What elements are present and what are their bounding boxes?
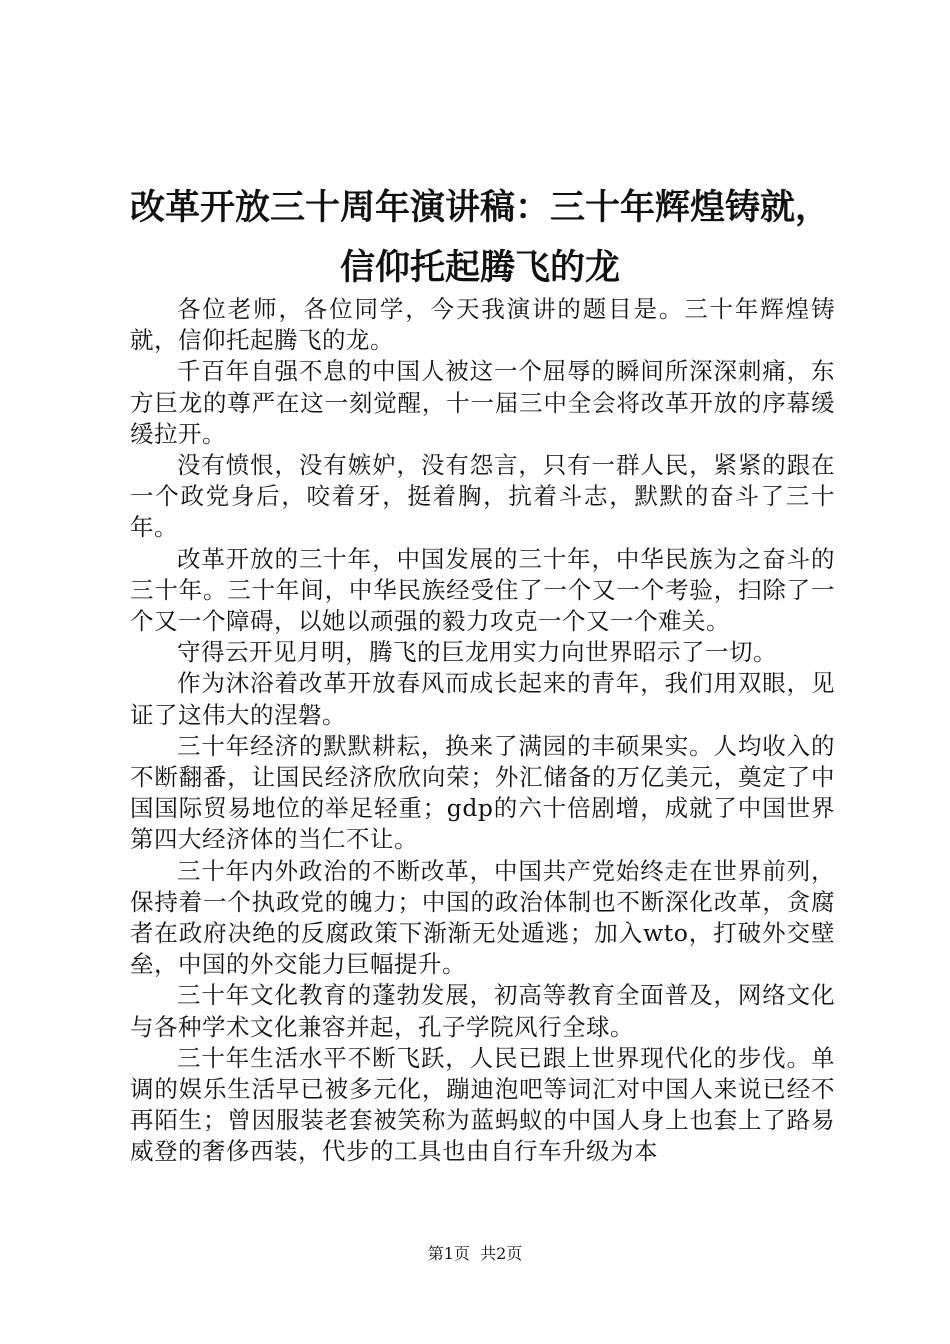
paragraph-8: 三十年内外政治的不断改革，中国共产党始终走在世界前列，保持着一个执政党的魄力；中国的政治体制也不断深化改革，贪腐者在政府决绝的反腐政策下渐渐无处遁逃；加入wto，打破外交壁垒，中国的外交能力巨幅提升。 bbox=[130, 856, 835, 979]
document-title-line-2: 信仰托起腾飞的龙 bbox=[339, 247, 620, 288]
page-footer: 第1页 共2页 bbox=[427, 1244, 523, 1263]
paragraph-2: 千百年自强不息的中国人被这一个屈辱的瞬间所深深刺痛，东方巨龙的尊严在这一刻觉醒，十一届三中全会将改革开放的序幕缓缓拉开。 bbox=[130, 357, 835, 448]
paragraph-7: 三十年经济的默默耕耘，换来了满园的丰硕果实。人均收入的不断翻番，让国民经济欣欣向荣；外汇储备的万亿美元，奠定了中国国际贸易地位的举足轻重；gdp的六十倍剧增，成就了中国世界第四大经济体的当仁不让。 bbox=[130, 731, 835, 854]
paragraph-5: 守得云开见月明，腾飞的巨龙用实力向世界昭示了一切。 bbox=[177, 638, 777, 667]
document-body bbox=[130, 294, 835, 1168]
paragraph-10: 三十年生活水平不断飞跃，人民已跟上世界现代化的步伐。单调的娱乐生活早已被多元化，蹦迪泡吧等词汇对中国人来说已经不再陌生；曾因服装老套被笑称为蓝蚂蚁的中国人身上也套上了路易威登的奢侈西装，代步的工具也由自行车升级为本 bbox=[130, 1043, 835, 1166]
paragraph-9: 三十年文化教育的蓬勃发展，初高等教育全面普及，网络文化与各种学术文化兼容并起，孔子学院风行全球。 bbox=[130, 981, 835, 1041]
paragraph-6: 作为沐浴着改革开放春风而成长起来的青年，我们用双眼，见证了这伟大的涅磐。 bbox=[130, 669, 835, 729]
paragraph-4: 改革开放的三十年，中国发展的三十年，中华民族为之奋斗的三十年。三十年间，中华民族经受住了一个又一个考验，扫除了一个又一个障碍，以她以顽强的毅力攻克一个又一个难关。 bbox=[130, 544, 835, 636]
paragraph-3: 没有愤恨，没有嫉妒，没有怨言，只有一群人民，紧紧的跟在一个政党身后，咬着牙，挺着胸，抗着斗志，默默的奋斗了三十年。 bbox=[130, 451, 835, 542]
paragraph-1: 各位老师，各位同学，今天我演讲的题目是。三十年辉煌铸就，信仰托起腾飞的龙。 bbox=[130, 295, 835, 355]
document-title-line-1: 改革开放三十周年演讲稿：三十年辉煌铸就， bbox=[129, 187, 830, 228]
